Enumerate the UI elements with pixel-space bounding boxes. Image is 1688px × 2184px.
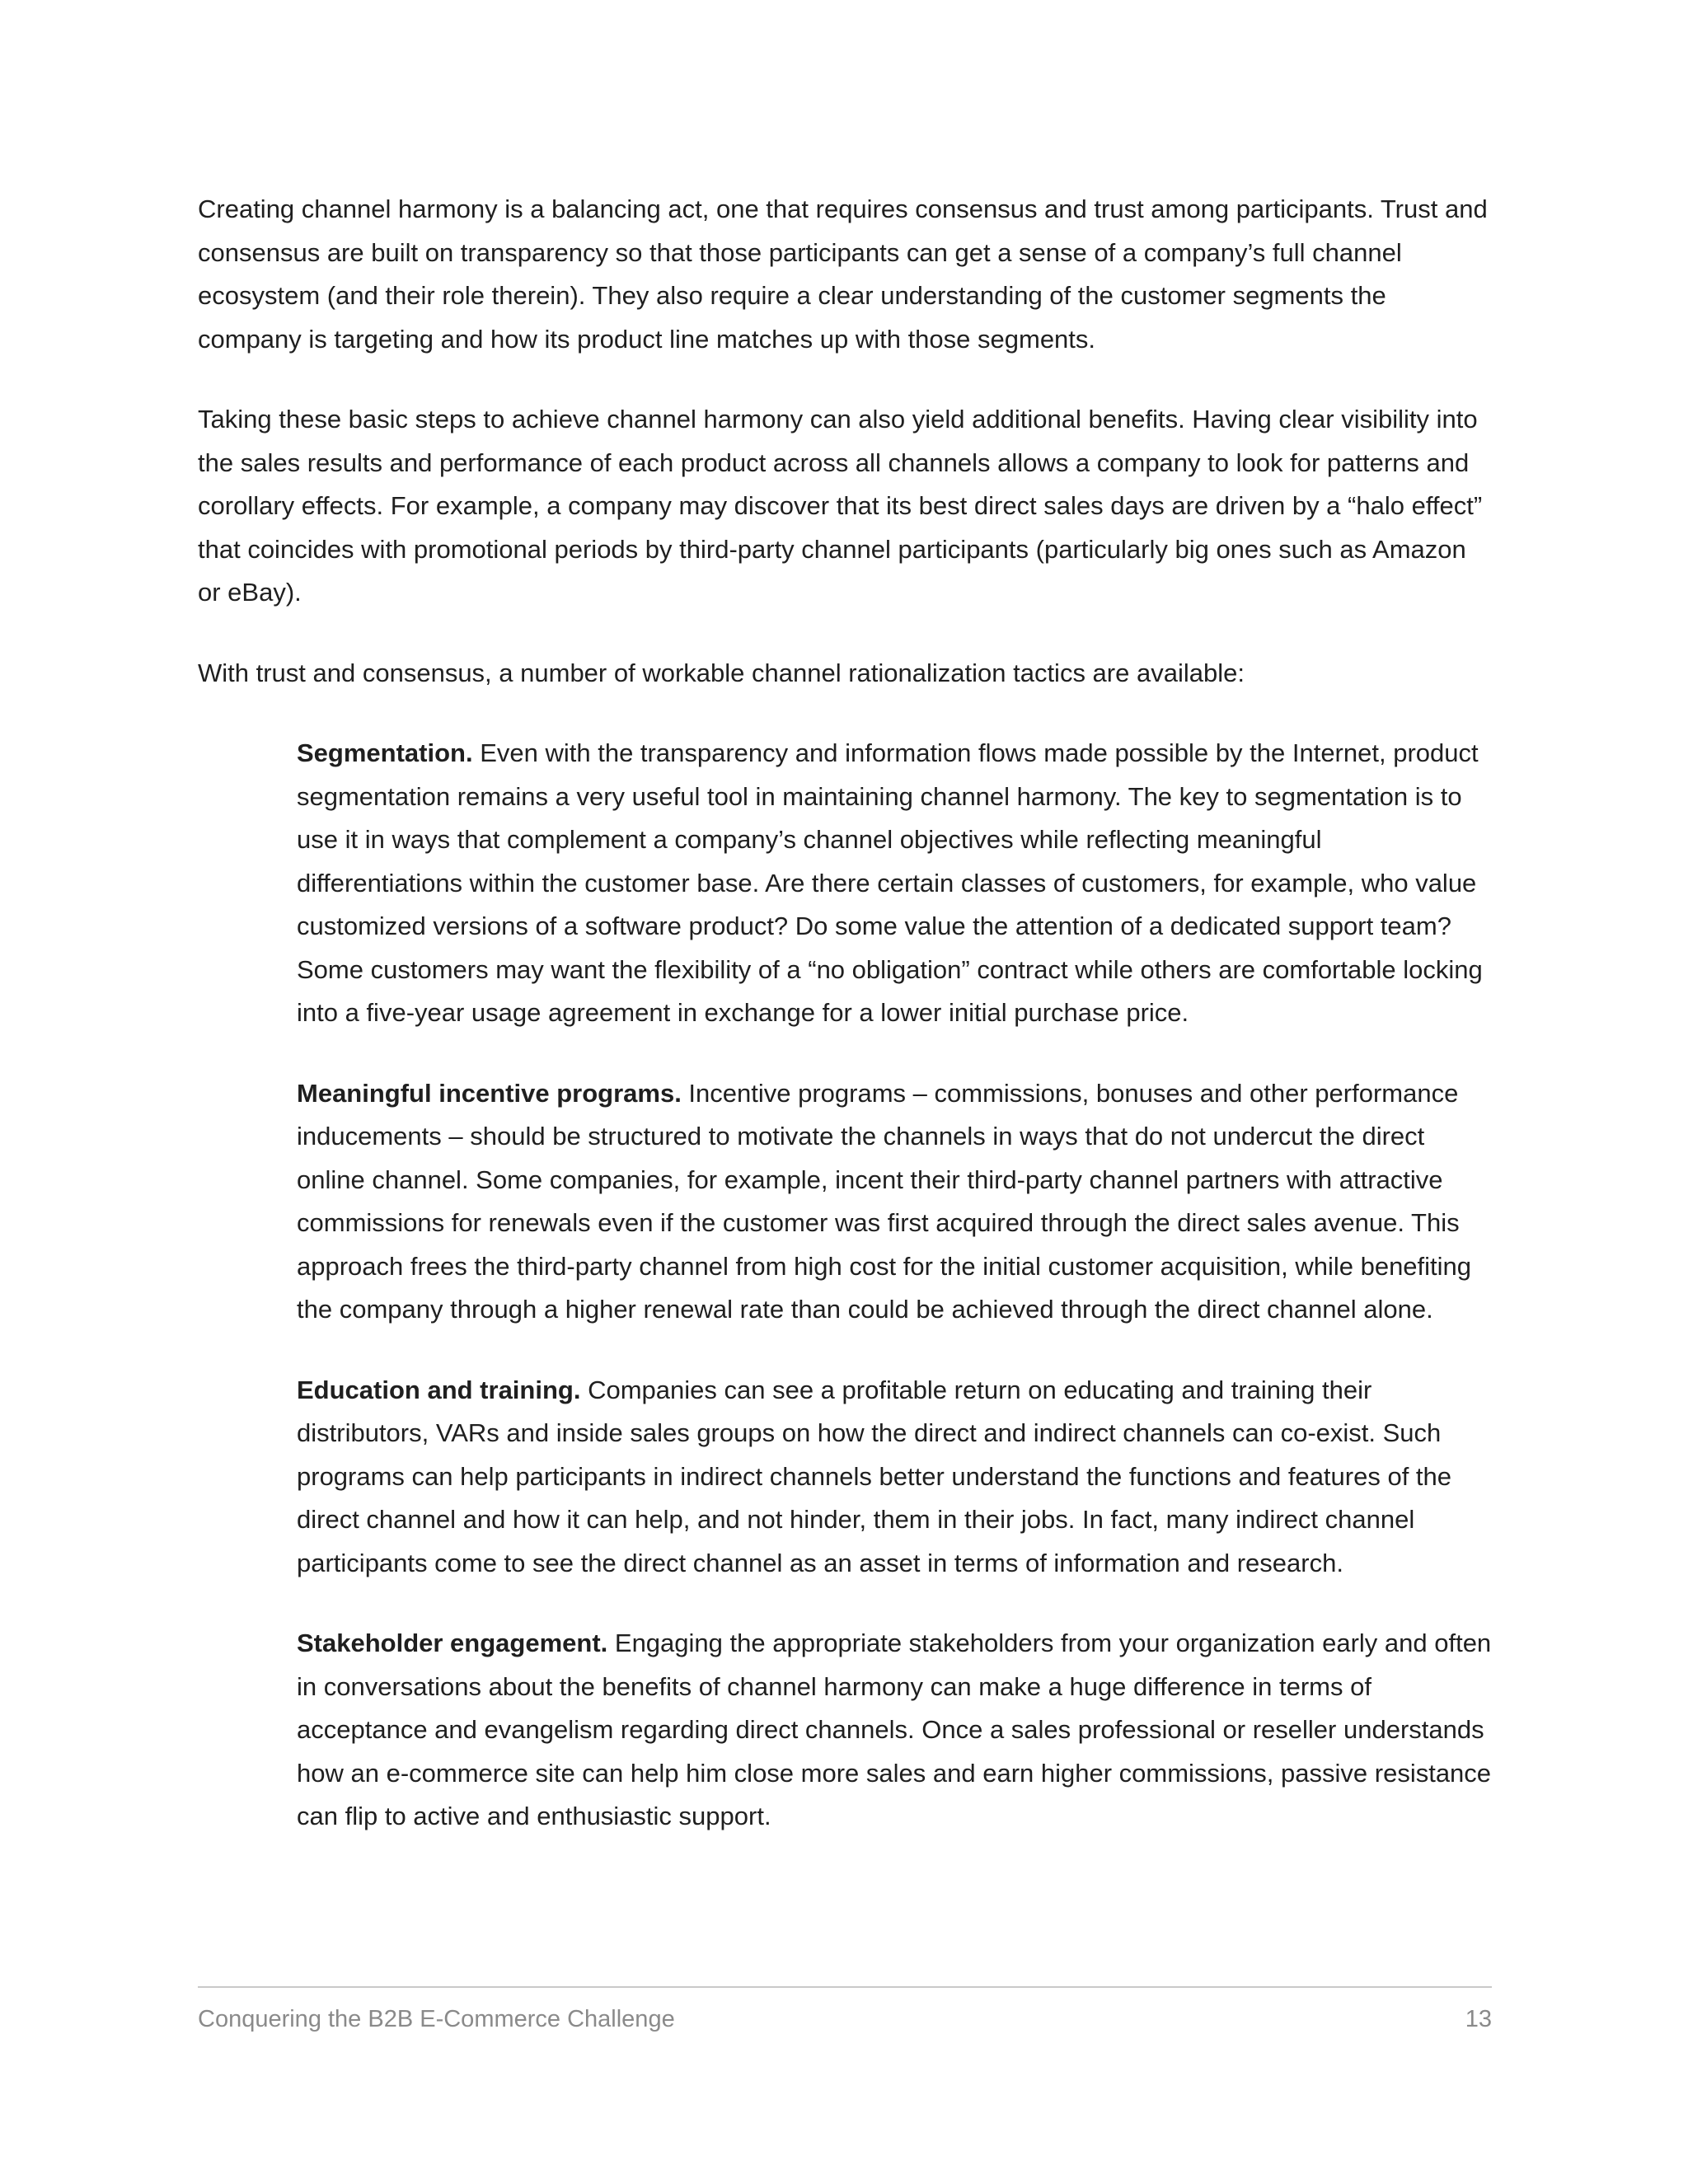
footer-page-number: 13 bbox=[1465, 2006, 1492, 2032]
tactic-heading: Segmentation. bbox=[297, 738, 473, 767]
body-paragraph-1: Creating channel harmony is a balancing act, one that requires consensus and trust among participants. Trust and consensus are built on transparency so that those participants can get a sense of a company’s full channel ecosystem (and their role therein). They also require a clear understanding of the customer segments the company is targeting and how its product line matches up with those segments. bbox=[198, 194, 1488, 354]
tactic-heading: Stakeholder engagement. bbox=[297, 1629, 608, 1657]
tactic-segmentation bbox=[297, 732, 1492, 1035]
tactic-incentive-programs bbox=[297, 1072, 1492, 1332]
tactic-heading: Education and training. bbox=[297, 1375, 581, 1404]
tactic-heading: Meaningful incentive programs. bbox=[297, 1078, 682, 1108]
footer-divider bbox=[198, 1986, 1492, 1988]
tactics-list bbox=[297, 732, 1492, 1839]
tactic-stakeholder-engagement bbox=[297, 1622, 1492, 1839]
tactic-text: Companies can see a profitable return on educating and training their distributors, VARs and inside sales groups on how the direct and indirect channels can co-exist. Such programs can help participants in indirect channels better understand the functions and features of the direct channel and how it can help, and not hinder, them in their jobs. In fact, many indirect channel participants come to see the direct channel as an asset in terms of information and research. bbox=[297, 1375, 1452, 1577]
footer-document-title: Conquering the B2B E-Commerce Challenge bbox=[198, 2006, 675, 2032]
body-paragraph-2: Taking these basic steps to achieve channel harmony can also yield additional benefits. Having clear visibility into the sales results and performance of each product across all channels allows a company to look for patterns and corollary effects. For example, a company may discover that its best direct sales days are driven by a “halo effect” that coincides with promotional periods by third-party channel participants (particularly big ones such as Amazon or eBay). bbox=[198, 405, 1483, 607]
tactic-text: Even with the transparency and information flows made possible by the Internet, product segmentation remains a very useful tool in maintaining channel harmony. The key to segmentation is to use it in ways that complement a company’s channel objectives while reflecting meaningful differentiations within the customer base. Are there certain classes of customers, for example, who value customized versions of a software product? Do some value the attention of a dedicated support team? Some customers may want the flexibility of a “no obligation” contract while others are comfortable locking into a five-year usage agreement in exchange for a lower initial purchase price. bbox=[297, 738, 1483, 1027]
tactic-text: Engaging the appropriate stakeholders from your organization early and often in conversations about the benefits of channel harmony can make a huge difference in terms of acceptance and evangelism regarding direct channels. Once a sales professional or reseller understands how an e-commerce site can help him close more sales and earn higher commissions, passive resistance can flip to active and enthusiastic support. bbox=[297, 1629, 1492, 1830]
body-paragraph-3: With trust and consensus, a number of workable channel rationalization tactics are available: bbox=[198, 658, 1245, 687]
tactic-education-training bbox=[297, 1369, 1492, 1586]
body-content bbox=[198, 188, 1492, 1876]
tactic-text: Incentive programs – commissions, bonuses and other performance inducements – should be structured to motivate the channels in ways that do not undercut the direct online channel. Some companies, for example, incent their third-party channel partners with attractive commissions for renewals even if the customer was first acquired through the direct sales avenue. This approach frees the third-party channel from high cost for the initial customer acquisition, while benefiting the company through a higher renewal rate than could be achieved through the direct channel alone. bbox=[297, 1078, 1472, 1324]
